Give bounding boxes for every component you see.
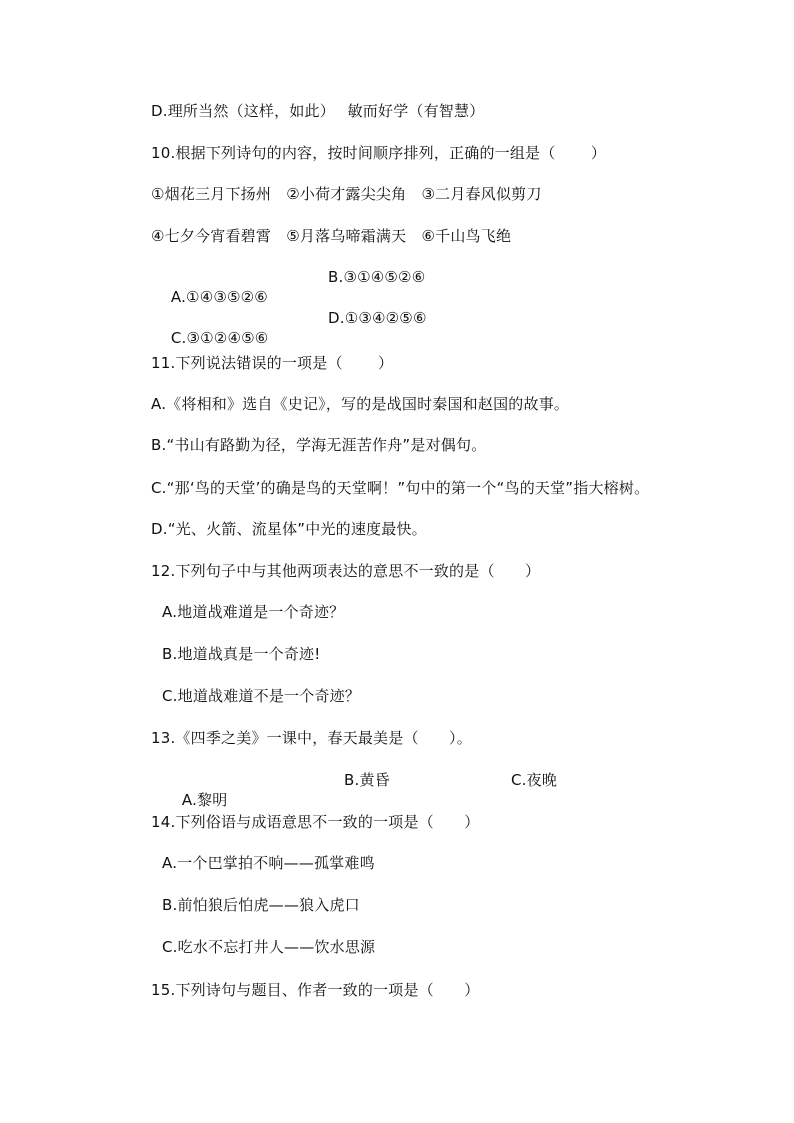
question-12-option-a: A.地道战难道是一个奇迹？ bbox=[162, 603, 345, 621]
question-15-stem: 15.下列诗句与题目、作者一致的一项是（ ） bbox=[151, 981, 480, 999]
question-14-option-b: B.前怕狼后怕虎——狼入虎口 bbox=[162, 896, 360, 914]
question-11-option-a: A.《将相和》选自《史记》，写的是战国时秦国和赵国的故事。 bbox=[151, 395, 570, 413]
question-10-stem: 10.根据下列诗句的内容，按时间顺序排列，正确的一组是（ ） bbox=[151, 144, 607, 162]
question-13-stem: 13.《四季之美》一课中，春天最美是（ ）。 bbox=[151, 729, 472, 747]
question-13-option-b: B.黄昏 bbox=[344, 771, 390, 789]
question-12-stem: 12.下列句子中与其他两项表达的意思不一致的是（ ） bbox=[151, 562, 541, 580]
question-11-option-b: B.“书山有路勤为径，学海无涯苦作舟”是对偶句。 bbox=[151, 436, 487, 454]
question-10-poem-list-2: ④七夕今宵看碧霄 ⑤月落乌啼霜满天 ⑥千山鸟飞绝 bbox=[151, 227, 512, 245]
question-10-option-a: A.①④③⑤②⑥ bbox=[170, 288, 268, 306]
question-10-poem-list-1: ①烟花三月下扬州 ②小荷才露尖尖角 ③二月春风似剪刀 bbox=[151, 185, 542, 203]
question-13-option-c: C.夜晚 bbox=[511, 771, 558, 789]
question-9-option-d: D.理所当然（这样，如此） 敏而好学（有智慧） bbox=[151, 102, 485, 120]
question-10-option-d: D.①③④②⑤⑥ bbox=[328, 309, 427, 327]
question-12-option-c: C.地道战难道不是一个奇迹？ bbox=[162, 687, 361, 705]
question-11-option-d: D.“光、火箭、流星体”中光的速度最快。 bbox=[151, 520, 427, 538]
question-14-option-c: C.吃水不忘打井人——饮水思源 bbox=[162, 938, 376, 956]
question-10-option-c: C.③①②④⑤⑥ bbox=[170, 329, 269, 347]
question-11-stem: 11.下列说法错误的一项是（ ） bbox=[151, 354, 394, 372]
question-14-stem: 14.下列俗语与成语意思不一致的一项是（ ） bbox=[151, 813, 480, 831]
question-14-option-a: A.一个巴掌拍不响——孤掌难鸣 bbox=[162, 854, 375, 872]
question-11-option-c: C.“那‘鸟的天堂’的确是鸟的天堂啊！”句中的第一个“鸟的天堂”指大榕树。 bbox=[151, 479, 650, 497]
question-13-option-a: A.黎明 bbox=[181, 791, 228, 809]
question-12-option-b: B.地道战真是一个奇迹! bbox=[162, 645, 321, 663]
question-10-option-b: B.③①④⑤②⑥ bbox=[328, 268, 426, 286]
